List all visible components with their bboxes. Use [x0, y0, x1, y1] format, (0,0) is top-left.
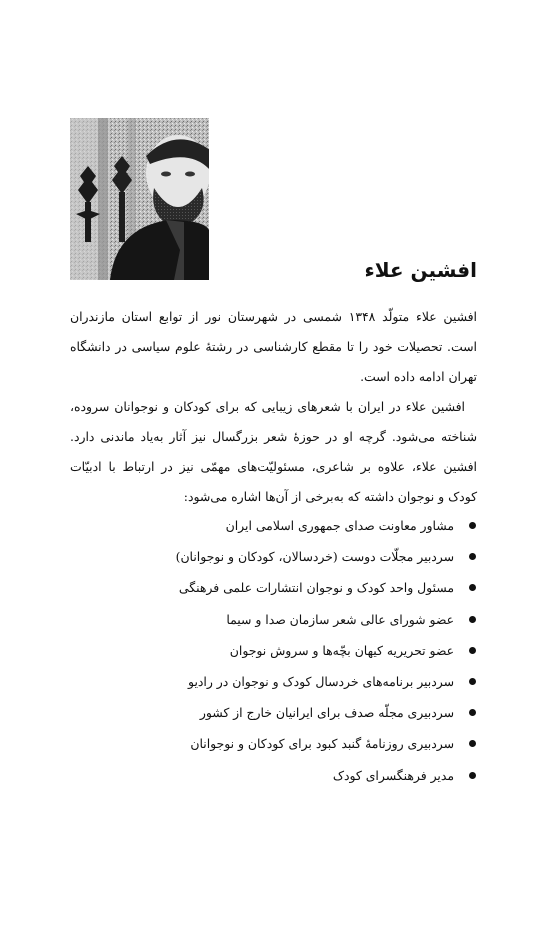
role-text: مسئول واحد کودک و نوجوان انتشارات علمی فرهنگی — [178, 580, 454, 596]
list-item — [97, 572, 477, 603]
roles-list — [97, 510, 477, 791]
role-text: سردبیری روزنامهٔ گنبد کبود برای کودکان و نوجوانان — [190, 736, 454, 752]
role-text: سردبیر مجلّات دوست (خردسالان، کودکان و نوجوانان) — [175, 549, 454, 565]
list-item — [97, 760, 477, 791]
role-text: سردبیر برنامه‌های خردسال کودک و نوجوان در رادیو — [188, 673, 454, 689]
bullet-icon — [469, 740, 476, 747]
bio-paragraph-2: افشین علاء در ایران با شعرهای زیبایی که برای کودکان و نوجوانان سروده، شناخته می‌شود. گرچه او در حوزهٔ شعر بزرگسال نیز آثار به‌یاد ماندنی دارد. افشین علاء، علاوه بر شاعری، مسئولیّت‌های مهمّی نیز در ارتباط با ادبیّات کودک و نوجوان داشته که به‌برخی از آن‌ها اشاره می‌شود: — [70, 399, 477, 504]
list-item — [97, 604, 477, 635]
bullet-icon — [469, 553, 476, 560]
role-text: سردبیری مجلّه صدف برای ایرانیان خارج از کشور — [199, 705, 454, 721]
bullet-icon — [469, 772, 476, 779]
bullet-icon — [469, 522, 476, 529]
list-item — [97, 728, 477, 759]
bullet-icon — [469, 584, 476, 591]
bullet-icon — [469, 616, 476, 623]
author-name: افشین علاء — [364, 258, 477, 282]
role-text: عضو شورای عالی شعر سازمان صدا و سیما — [226, 611, 454, 627]
list-item — [97, 541, 477, 572]
list-item — [97, 666, 477, 697]
bullet-icon — [469, 709, 476, 716]
list-item — [97, 510, 477, 541]
author-photo — [70, 118, 209, 280]
role-text: عضو تحریریه کیهان بچّه‌ها و سروش نوجوان — [229, 642, 454, 658]
list-item — [97, 635, 477, 666]
portrait-image — [70, 118, 209, 280]
bio-paragraph-1: افشین علاء متولّد ۱۳۴۸ شمسی در شهرستان نور از توابع استان مازندران است. تحصیلات خود را تا مقطع کارشناسی در رشتهٔ علوم سیاسی در دانشگاه تهران ادامه داده است. — [70, 309, 477, 384]
list-item — [97, 697, 477, 728]
bullet-icon — [469, 647, 476, 654]
bullet-icon — [469, 678, 476, 685]
role-text: مشاور معاونت صدای جمهوری اسلامی ایران — [225, 518, 454, 533]
role-text: مدیر فرهنگسرای کودک — [332, 767, 454, 783]
